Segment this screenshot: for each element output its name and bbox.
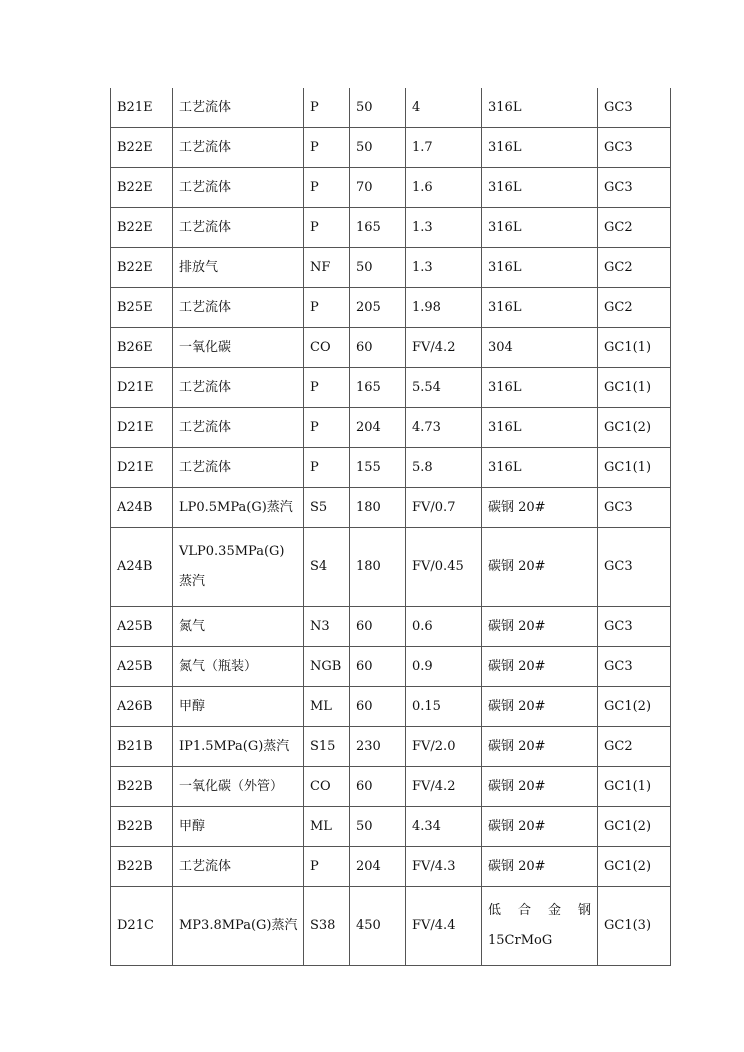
material-cell: 碳钢 20# [482,847,598,887]
material-cell: 316L [482,208,598,248]
medium-cell: MP3.8MPa(G)蒸汽 [173,887,304,966]
table-row [111,168,671,208]
pressure-cell: FV/4.2 [406,767,482,807]
area-code-cell: A25B [111,607,173,647]
pipe-class-cell: GC2 [598,248,671,288]
medium-code-cell: P [304,288,350,328]
temperature-cell: 60 [350,767,406,807]
pipe-class-cell: GC3 [598,168,671,208]
medium-cell: IP1.5MPa(G)蒸汽 [173,727,304,767]
area-code-cell: A24B [111,528,173,607]
material-cell: 碳钢 20# [482,488,598,528]
material-cell: 316L [482,288,598,328]
pipe-spec-table-container [110,88,670,966]
table-row [111,767,671,807]
medium-cell: 工艺流体 [173,368,304,408]
pipe-class-cell: GC2 [598,288,671,328]
medium-cell: 工艺流体 [173,448,304,488]
table-row [111,847,671,887]
medium-code-cell: P [304,448,350,488]
medium-cell: 氮气（瓶装） [173,647,304,687]
pipe-class-cell: GC1(1) [598,767,671,807]
temperature-cell: 50 [350,248,406,288]
material-cell: 碳钢 20# [482,727,598,767]
pipe-class-cell: GC3 [598,528,671,607]
pressure-cell: 5.54 [406,368,482,408]
temperature-cell: 180 [350,488,406,528]
temperature-cell: 60 [350,687,406,727]
area-code-cell: D21E [111,408,173,448]
medium-cell: 工艺流体 [173,408,304,448]
medium-code-cell: ML [304,807,350,847]
medium-cell: 一氧化碳（外管） [173,767,304,807]
material-cell: 316L [482,408,598,448]
table-row [111,488,671,528]
medium-code-cell: P [304,408,350,448]
table-row [111,727,671,767]
pipe-class-cell: GC1(1) [598,448,671,488]
area-code-cell: B22E [111,248,173,288]
temperature-cell: 165 [350,368,406,408]
material-cell: 碳钢 20# [482,767,598,807]
area-code-cell: B21B [111,727,173,767]
pipe-class-cell: GC1(2) [598,687,671,727]
material-char: 金 [547,903,561,918]
medium-cell: 工艺流体 [173,847,304,887]
temperature-cell: 205 [350,288,406,328]
area-code-cell: B26E [111,328,173,368]
table-row [111,128,671,168]
area-code-cell: B22B [111,847,173,887]
medium-code-cell: N3 [304,607,350,647]
pressure-cell: 1.3 [406,248,482,288]
temperature-cell: 230 [350,727,406,767]
temperature-cell: 155 [350,448,406,488]
area-code-cell: B22B [111,807,173,847]
pipe-spec-table [110,88,671,966]
material-line-2: 15CrMoG [488,933,553,948]
temperature-cell: 204 [350,847,406,887]
medium-cell: 工艺流体 [173,168,304,208]
pressure-cell: 5.8 [406,448,482,488]
medium-code-cell: P [304,847,350,887]
material-char: 合 [517,903,531,918]
pressure-cell: 0.6 [406,607,482,647]
area-code-cell: D21E [111,368,173,408]
pressure-cell: FV/0.45 [406,528,482,607]
temperature-cell: 50 [350,128,406,168]
temperature-cell: 180 [350,528,406,607]
area-code-cell: B25E [111,288,173,328]
medium-cell: 工艺流体 [173,88,304,128]
medium-code-cell: S15 [304,727,350,767]
pressure-cell: 1.98 [406,288,482,328]
pipe-class-cell: GC2 [598,208,671,248]
medium-cell: 甲醇 [173,807,304,847]
material-cell: 碳钢 20# [482,607,598,647]
pipe-class-cell: GC3 [598,488,671,528]
pressure-cell: 1.3 [406,208,482,248]
area-code-cell: B21E [111,88,173,128]
table-row [111,448,671,488]
pressure-cell: 1.6 [406,168,482,208]
area-code-cell: B22E [111,128,173,168]
medium-code-cell: S4 [304,528,350,607]
medium-cell: LP0.5MPa(G)蒸汽 [173,488,304,528]
medium-code-cell: S5 [304,488,350,528]
pressure-cell: 4.34 [406,807,482,847]
table-row [111,607,671,647]
pipe-class-cell: GC1(2) [598,408,671,448]
table-row [111,288,671,328]
pipe-class-cell: GC3 [598,128,671,168]
pipe-class-cell: GC1(2) [598,807,671,847]
medium-cell: 氮气 [173,607,304,647]
medium-cell: VLP0.35MPa(G)蒸汽 [173,528,304,607]
medium-cell: 工艺流体 [173,208,304,248]
medium-code-cell: CO [304,767,350,807]
medium-cell: 排放气 [173,248,304,288]
area-code-cell: A25B [111,647,173,687]
medium-code-cell: NGB [304,647,350,687]
area-code-cell: A24B [111,488,173,528]
temperature-cell: 60 [350,607,406,647]
temperature-cell: 60 [350,647,406,687]
pressure-cell: FV/4.4 [406,887,482,966]
table-row [111,88,671,128]
medium-cell: 甲醇 [173,687,304,727]
material-cell: 316L [482,88,598,128]
table-row [111,328,671,368]
temperature-cell: 60 [350,328,406,368]
table-row [111,248,671,288]
material-cell: 316L [482,368,598,408]
pressure-cell: FV/0.7 [406,488,482,528]
pipe-class-cell: GC1(1) [598,368,671,408]
pressure-cell: 0.15 [406,687,482,727]
pressure-cell: 4 [406,88,482,128]
material-cell: 316L [482,448,598,488]
pipe-class-cell: GC3 [598,647,671,687]
material-cell: 316L [482,168,598,208]
temperature-cell: 50 [350,807,406,847]
medium-code-cell: S38 [304,887,350,966]
area-code-cell: D21C [111,887,173,966]
temperature-cell: 50 [350,88,406,128]
medium-code-cell: P [304,168,350,208]
temperature-cell: 450 [350,887,406,966]
table-row [111,647,671,687]
pipe-class-cell: GC1(3) [598,887,671,966]
temperature-cell: 165 [350,208,406,248]
pressure-cell: FV/4.3 [406,847,482,887]
material-cell: 316L [482,128,598,168]
pipe-class-cell: GC2 [598,727,671,767]
pipe-class-cell: GC1(1) [598,328,671,368]
area-code-cell: D21E [111,448,173,488]
area-code-cell: B22E [111,208,173,248]
medium-code-cell: P [304,128,350,168]
temperature-cell: 70 [350,168,406,208]
medium-code-cell: P [304,208,350,248]
medium-code-cell: NF [304,248,350,288]
area-code-cell: B22E [111,168,173,208]
medium-code-cell: P [304,88,350,128]
area-code-cell: B22B [111,767,173,807]
material-cell: 316L [482,248,598,288]
pressure-cell: FV/2.0 [406,727,482,767]
material-cell: 碳钢 20# [482,687,598,727]
pressure-cell: 1.7 [406,128,482,168]
material-cell: 304 [482,328,598,368]
temperature-cell: 204 [350,408,406,448]
table-row [111,408,671,448]
pressure-cell: 4.73 [406,408,482,448]
pipe-class-cell: GC3 [598,607,671,647]
material-cell [482,887,598,966]
table-row [111,208,671,248]
material-char: 低 [488,903,502,918]
medium-code-cell: ML [304,687,350,727]
table-row [111,687,671,727]
material-cell: 碳钢 20# [482,528,598,607]
table-row [111,887,671,966]
material-char: 钢 [577,903,591,918]
pipe-class-cell: GC1(2) [598,847,671,887]
medium-code-cell: P [304,368,350,408]
area-code-cell: A26B [111,687,173,727]
medium-cell: 工艺流体 [173,288,304,328]
material-cell: 碳钢 20# [482,807,598,847]
table-row [111,528,671,607]
material-cell: 碳钢 20# [482,647,598,687]
medium-cell: 工艺流体 [173,128,304,168]
pressure-cell: FV/4.2 [406,328,482,368]
material-line-1 [488,896,591,926]
medium-code-cell: CO [304,328,350,368]
pipe-class-cell: GC3 [598,88,671,128]
table-row [111,368,671,408]
table-row [111,807,671,847]
medium-cell: 一氧化碳 [173,328,304,368]
pressure-cell: 0.9 [406,647,482,687]
